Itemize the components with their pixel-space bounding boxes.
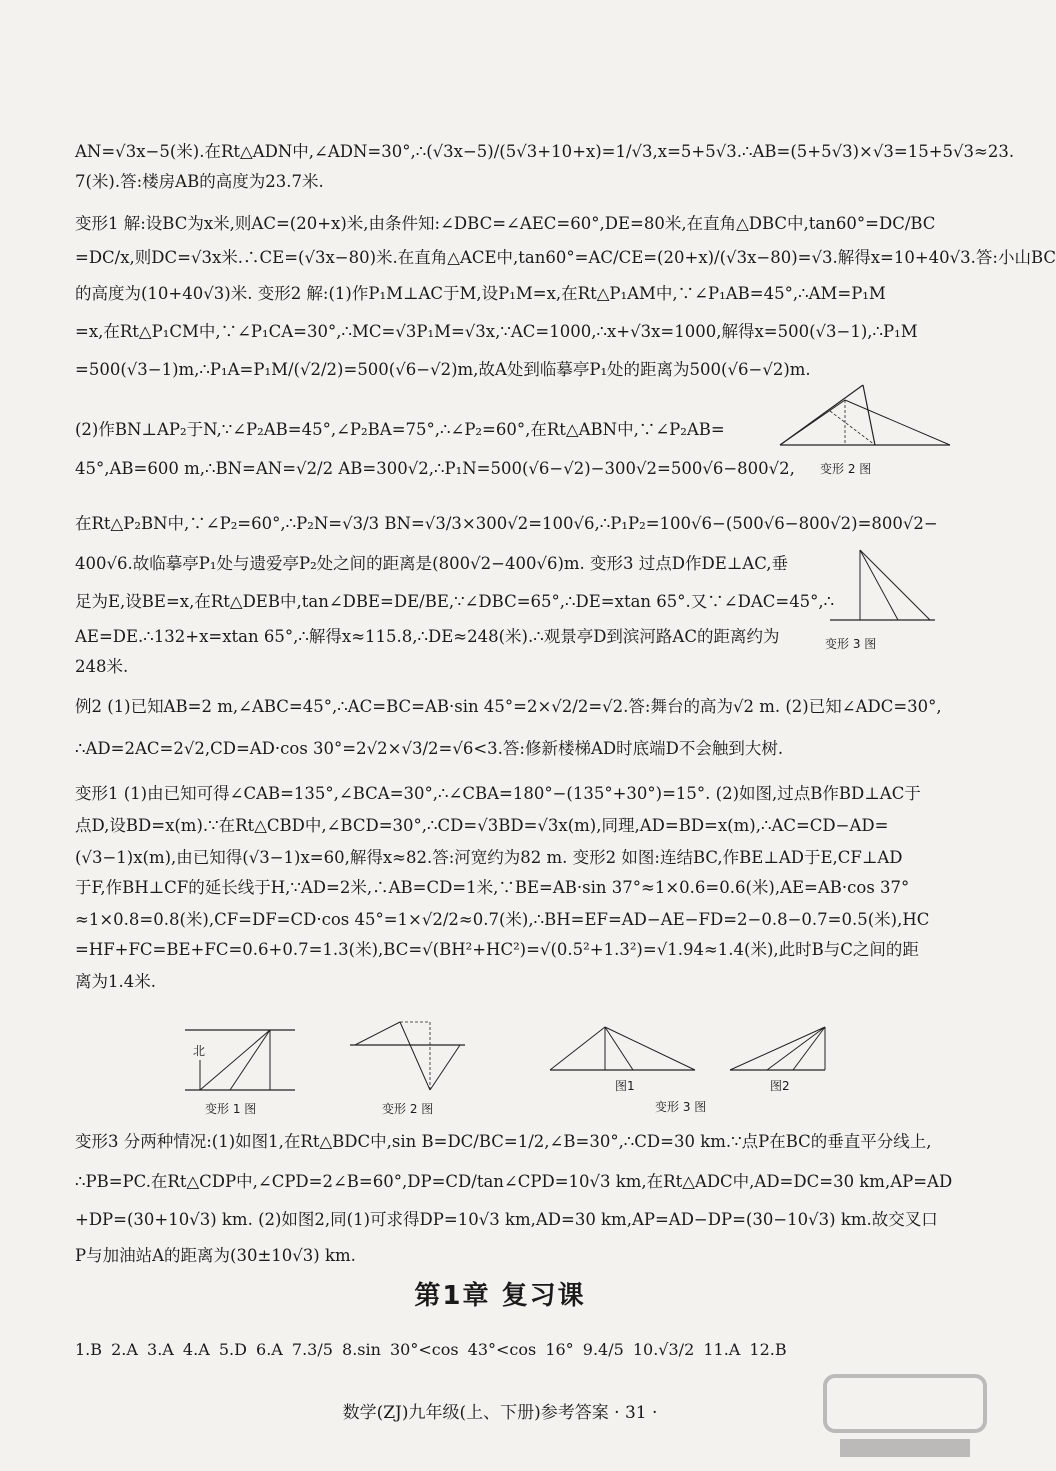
figure-sub-caption-2: 图2 bbox=[770, 1079, 790, 1093]
north-label: 北 bbox=[193, 1044, 206, 1058]
figure-caption: 变形 2 图 bbox=[382, 1102, 434, 1116]
figure-caption: 变形 3 图 bbox=[655, 1100, 707, 1114]
text-line: =HF+FC=BE+FC=0.6+0.7=1.3(米),BC=√(BH²+HC²)=√(0.5²+1.3²)=√1.94≈1.4(米),此时B与C之间的距 bbox=[75, 940, 919, 959]
figure-caption: 变形 3 图 bbox=[825, 637, 877, 651]
text-line: ∴PB=PC.在Rt△CDP中,∠CPD=2∠B=60°,DP=CD/tan∠CPD=10√3 km,在Rt△ADC中,AD=DC=30 km,AP=AD bbox=[75, 1172, 953, 1191]
text-line: 点D,设BD=x(m).∵在Rt△CBD中,∠BCD=30°,∴CD=√3BD=√3x(m),同理,AD=BD=x(m),∴AC=CD−AD= bbox=[75, 816, 889, 835]
text-line: 例2 (1)已知AB=2 m,∠ABC=45°,∴AC=BC=AB·sin 45°=2×√2/2=√2.答:舞台的高为√2 m. (2)已知∠ADC=30°, bbox=[75, 697, 942, 716]
figure-variant2-top bbox=[775, 380, 955, 480]
chapter-title: 第1章 复习课 bbox=[414, 1281, 586, 1311]
text-line: (2)作BN⊥AP₂于N,∵∠P₂AB=45°,∠P₂BA=75°,∴∠P₂=60°,在Rt△ABN中,∵∠P₂AB= bbox=[75, 420, 725, 439]
figure-variant3-top bbox=[825, 545, 940, 651]
text-line: 于F,作BH⊥CF的延长线于H,∵AD=2米,∴AB=CD=1米,∵BE=AB·sin 37°≈1×0.6=0.6(米),AE=AB·cos 37° bbox=[75, 878, 910, 897]
text-line: 离为1.4米. bbox=[75, 972, 156, 991]
text-line: 变形1 (1)由已知可得∠CAB=135°,∠BCA=30°,∴∠CBA=180°−(135°+30°)=15°. (2)如图,过点B作BD⊥AC于 bbox=[75, 784, 921, 803]
text-line: (√3−1)x(m),由已知得(√3−1)x=60,解得x≈82.答:河宽约为82 m. 变形2 如图:连结BC,作BE⊥AD于E,CF⊥AD bbox=[75, 848, 903, 867]
text-line: =500(√3−1)m,∴P₁A=P₁M/(√2/2)=500(√6−√2)m,故A处到临摹亭P₁处的距离为500(√6−√2)m. bbox=[75, 360, 811, 379]
watermark-logo bbox=[820, 1371, 990, 1461]
figure-row2 bbox=[350, 1020, 470, 1116]
text-line: =x,在Rt△P₁CM中,∵∠P₁CA=30°,∴MC=√3P₁M=√3x,∵AC=1000,∴x+√3x=1000,解得x=500(√3−1),∴P₁M bbox=[75, 322, 918, 341]
figure-caption: 变形 1 图 bbox=[205, 1102, 257, 1116]
answer-list: 1.B 2.A 3.A 4.A 5.D 6.A 7.3/5 8.sin 30°<cos 43°<cos 16° 9.4/5 10.√3/2 11.A 12.B bbox=[75, 1340, 787, 1359]
text-line: 248米. bbox=[75, 657, 129, 676]
text-line: 在Rt△P₂BN中,∵∠P₂=60°,∴P₂N=√3/3 BN=√3/3×300√2=100√6,∴P₁P₂=100√6−(500√6−800√2)=800√2− bbox=[75, 514, 938, 533]
page-footer: 数学(ZJ)九年级(上、下册)参考答案 · 31 · bbox=[342, 1403, 658, 1423]
figure-row1 bbox=[185, 1020, 295, 1116]
text-line: =DC/x,则DC=√3x米.∴CE=(√3x−80)米.在直角△ACE中,tan60°=AC/CE=(20+x)/(√3x−80)=√3.解得x=10+40√3.答:小山BC bbox=[75, 248, 1056, 267]
text-line: 7(米).答:楼房AB的高度为23.7米. bbox=[75, 172, 324, 191]
figure-row3 bbox=[545, 1025, 845, 1114]
text-line: AE=DE.∴132+x=xtan 65°,∴解得x≈115.8,∴DE≈248(米).∴观景亭D到滨河路AC的距离约为 bbox=[75, 627, 780, 646]
figure-variant3-diagram bbox=[830, 545, 940, 630]
figure-row2-diagram bbox=[350, 1020, 470, 1095]
text-line: AN=√3x−5(米).在Rt△ADN中,∠ADN=30°,∴(√3x−5)/(5√3+10+x)=1/√3,x=5+5√3.∴AB=(5+5√3)×√3=15+5√3≈23. bbox=[75, 142, 1015, 161]
figure-sub-caption-1: 图1 bbox=[615, 1079, 635, 1093]
text-line: P与加油站A的距离为(30±10√3) km. bbox=[75, 1246, 356, 1265]
text-line: ∴AD=2AC=2√2,CD=AD·cos 30°=2√2×√3/2=√6<3.答:修新楼梯AD时底端D不会触到大树. bbox=[75, 739, 784, 758]
text-line: 400√6.故临摹亭P₁处与遗爱亭P₂处之间的距离是(800√2−400√6)m. 变形3 过点D作DE⊥AC,垂 bbox=[75, 554, 788, 573]
text-line: 的高度为(10+40√3)米. 变形2 解:(1)作P₁M⊥AC于M,设P₁M=x,在Rt△P₁AM中,∵∠P₁AB=45°,∴AM=P₁M bbox=[75, 284, 886, 303]
text-line: 变形1 解:设BC为x米,则AC=(20+x)米,由条件知:∠DBC=∠AEC=60°,DE=80米,在直角△DBC中,tan60°=DC/BC bbox=[75, 214, 936, 233]
text-line: 足为E,设BE=x,在Rt△DEB中,tan∠DBE=DE/BE,∵∠DBC=65°,∴DE=xtan 65°.又∵∠DAC=45°,∴ bbox=[75, 592, 835, 611]
text-line: 变形3 分两种情况:(1)如图1,在Rt△BDC中,sin B=DC/BC=1/2,∠B=30°,∴CD=30 km.∵点P在BC的垂直平分线上, bbox=[75, 1132, 932, 1151]
figure-caption: 变形 2 图 bbox=[820, 462, 872, 476]
text-line: 45°,AB=600 m,∴BN=AN=√2/2 AB=300√2,∴P₁N=500(√6−√2)−300√2=500√6−800√2, bbox=[75, 459, 795, 478]
text-line: ≈1×0.8=0.8(米),CF=DF=CD·cos 45°=1×√2/2≈0.7(米),∴BH=EF=AD−AE−FD=2−0.8−0.7=0.5(米),HC bbox=[75, 910, 930, 929]
text-line: +DP=(30+10√3) km. (2)如图2,同(1)可求得DP=10√3 km,AD=30 km,AP=AD−DP=(30−10√3) km.故交叉口 bbox=[75, 1210, 938, 1229]
figure-row3-diagram bbox=[545, 1025, 845, 1075]
